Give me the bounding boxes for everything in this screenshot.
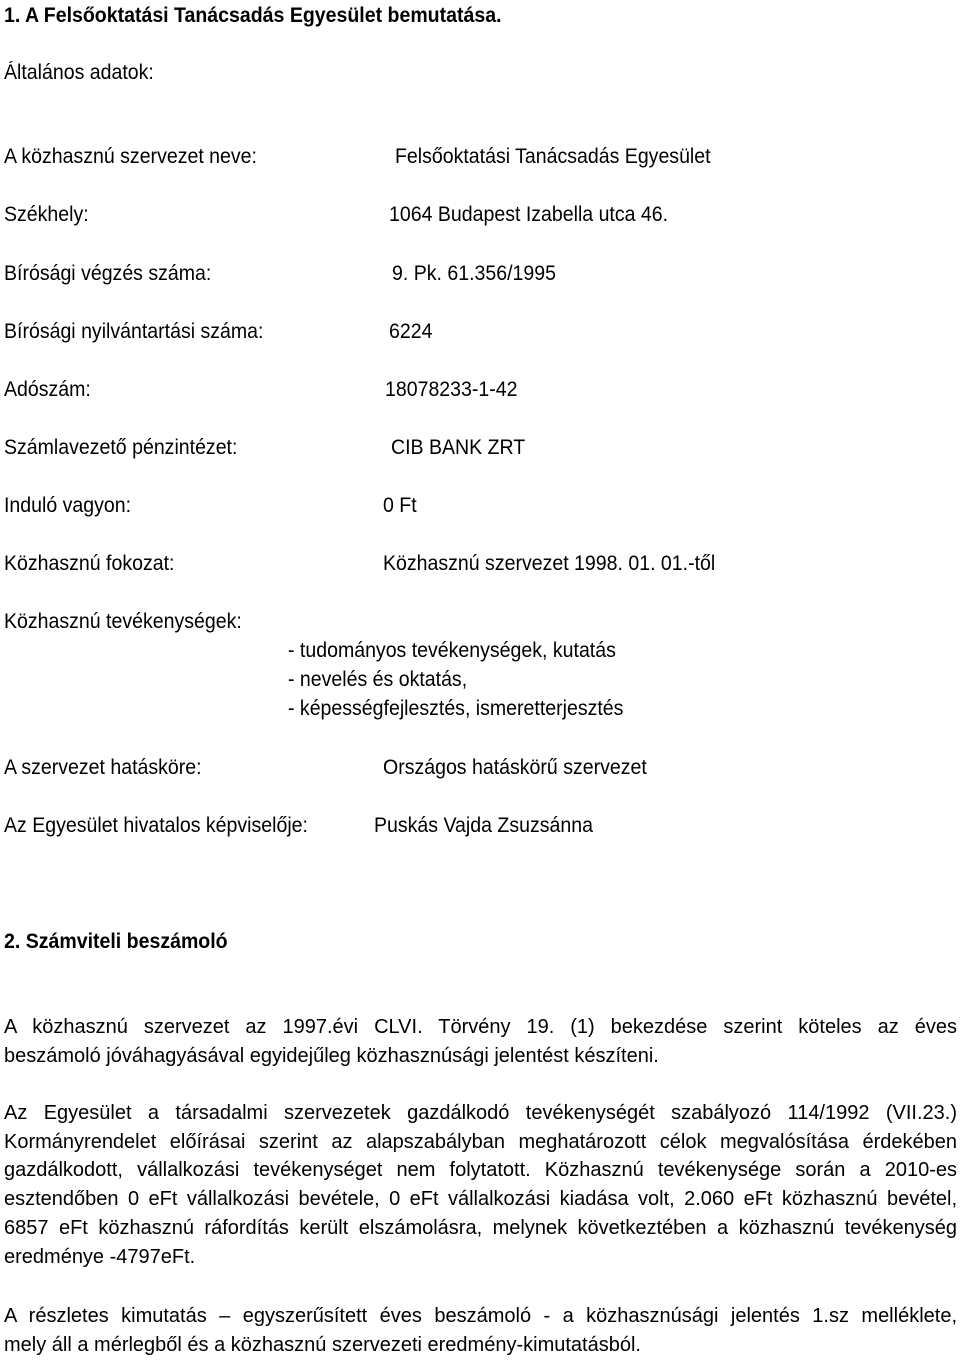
representative-label: Az Egyesület hivatalos képviselője:	[4, 814, 308, 837]
paragraph-line: esztendőben 0 eFt vállalkozási bevétele, 0 eFt vállalkozási kiadása volt, 2.060 eFt közhasznú bevétel,	[4, 1188, 957, 1211]
field-label-status: Közhasznú fokozat:	[4, 552, 175, 575]
paragraph-detailed-report	[4, 1302, 957, 1359]
field-label-tax-number: Adószám:	[4, 378, 91, 401]
paragraph-line: A közhasznú szervezet az 1997.évi CLVI. Törvény 19. (1) bekezdése szerint köteles az éves	[4, 1016, 957, 1038]
paragraph-line: beszámoló jóváhagyásával egyidejűleg közhasznúsági jelentést készíteni.	[4, 1044, 659, 1067]
paragraph-line: Kormányrendelet előírásai szerint az alapszabályban meghatározott célok megvalósítása érdekében	[4, 1130, 957, 1153]
paragraph-financial-summary	[4, 1099, 957, 1271]
field-label-court-order: Bírósági végzés száma:	[4, 262, 212, 285]
section-1-title: 1. A Felsőoktatási Tanácsadás Egyesület bemutatása.	[4, 4, 502, 27]
field-value-seat: 1064 Budapest Izabella utca 46.	[389, 203, 669, 226]
paragraph-line: mely áll a mérlegből és a közhasznú szervezeti eredmény-kimutatásból.	[4, 1333, 641, 1356]
field-label-initial-assets: Induló vagyon:	[4, 494, 132, 517]
activity-item: - képességfejlesztés, ismeretterjesztés	[288, 697, 624, 720]
field-label-bank: Számlavezető pénzintézet:	[4, 436, 238, 459]
field-value-bank: CIB BANK ZRT	[391, 436, 526, 459]
field-value-registry: 6224	[389, 320, 433, 343]
activity-item: - tudományos tevékenységek, kutatás	[288, 639, 616, 662]
field-value-initial-assets: 0 Ft	[383, 494, 417, 517]
scope-label: A szervezet hatásköre:	[4, 756, 202, 779]
field-value-tax-number: 18078233-1-42	[385, 378, 518, 401]
field-label-registry: Bírósági nyilvántartási száma:	[4, 320, 264, 343]
paragraph-legal-basis	[4, 1013, 957, 1070]
activity-item: - nevelés és oktatás,	[288, 668, 468, 691]
general-data-subtitle: Általános adatok:	[4, 61, 154, 84]
paragraph-line: A részletes kimutatás – egyszerűsített éves beszámoló - a közhasznúsági jelentés 1.sz melléklete,	[4, 1305, 957, 1327]
paragraph-line: Az Egyesület a társadalmi szervezetek gazdálkodó tevékenységét szabályozó 114/1992 (VII.23.)	[4, 1102, 957, 1124]
section-2-title: 2. Számviteli beszámoló	[4, 930, 228, 953]
scope-value: Országos hatáskörű szervezet	[383, 756, 647, 779]
field-label-name: A közhasznú szervezet neve:	[4, 145, 257, 168]
paragraph-line: 6857 eFt közhasznú ráfordítás került elszámolásra, melynek következtében a közhasznú tevékenység	[4, 1216, 957, 1239]
paragraph-line: eredménye -4797eFt.	[4, 1245, 196, 1268]
activities-label: Közhasznú tevékenységek:	[4, 610, 242, 633]
field-value-status: Közhasznú szervezet 1998. 01. 01.-től	[383, 552, 716, 575]
paragraph-line: gazdálkodott, vállalkozási tevékenységet nem folytatott. Közhasznú tevékenysége során a 2010-es	[4, 1159, 957, 1182]
field-value-court-order: 9. Pk. 61.356/1995	[392, 262, 556, 285]
field-label-seat: Székhely:	[4, 203, 89, 226]
field-value-name: Felsőoktatási Tanácsadás Egyesület	[395, 145, 711, 168]
representative-value: Puskás Vajda Zsuzsánna	[374, 814, 593, 837]
